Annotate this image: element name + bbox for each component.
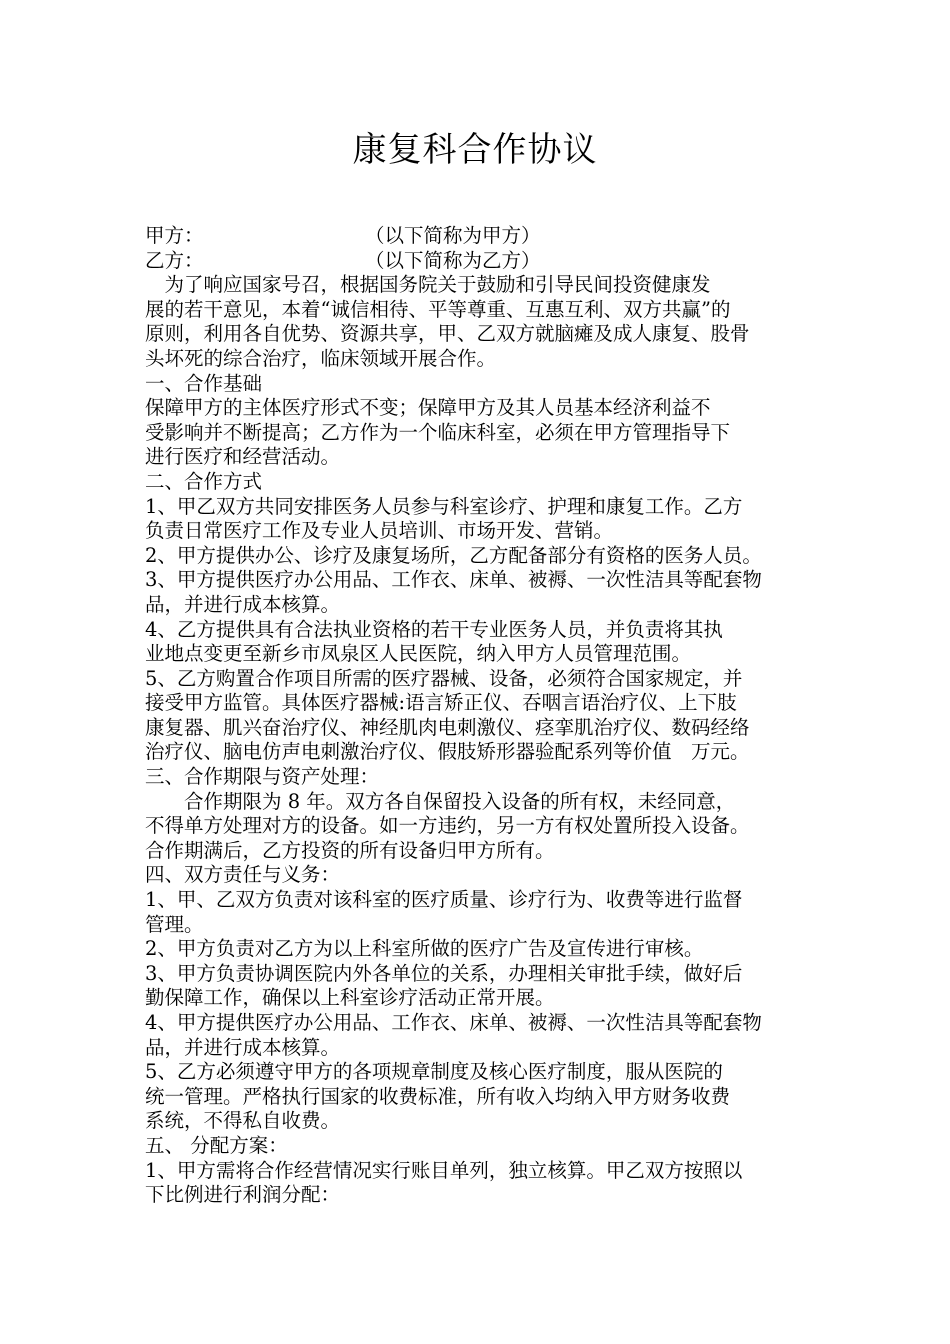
text-line: 2、甲方负责对乙方为以上科室所做的医疗广告及宣传进行审核。 xyxy=(145,937,704,961)
text-line: 系统，不得私自收费。 xyxy=(145,1109,341,1133)
text-line: 负责日常医疗工作及专业人员培训、市场开发、营销。 xyxy=(145,519,614,543)
text-line: 接受甲方监管。具体医疗器械:语言矫正仪、吞咽言语治疗仪、上下肢 xyxy=(145,691,737,715)
text-line: 品，并进行成本核算。 xyxy=(145,1035,341,1059)
text-line: 管理。 xyxy=(145,912,204,936)
text-line: 头坏死的综合治疗，临床领域开展合作。 xyxy=(145,346,497,370)
text-line: 康复器、肌兴奋治疗仪、神经肌肉电刺激仪、痉挛肌治疗仪、数码经络 xyxy=(145,715,750,739)
text-line: 治疗仪、脑电仿声电刺激治疗仪、假肢矫形器验配系列等价值 万元。 xyxy=(145,740,750,764)
text-line: 二、合作方式 xyxy=(145,469,263,493)
party-b-label: 乙方： xyxy=(145,248,204,272)
text-line: 不得单方处理对方的设备。如一方违约，另一方有权处置所投入设备。 xyxy=(145,814,750,838)
text-line: 2、甲方提供办公、诊疗及康复场所，乙方配备部分有资格的医务人员。 xyxy=(145,543,762,567)
text-line: 1、甲、乙双方负责对该科室的医疗质量、诊疗行为、收费等进行监督 xyxy=(145,888,743,912)
text-line: 3、甲方负责协调医院内外各单位的关系，办理相关审批手续，做好后 xyxy=(145,961,743,985)
text-line: 一、合作基础 xyxy=(145,371,263,395)
text-line: 统一管理。严格执行国家的收费标准，所有收入均纳入甲方财务收费 xyxy=(145,1084,731,1108)
text-line: 三、合作期限与资产处理： xyxy=(145,765,380,789)
text-line: 原则，利用各自优势、资源共享，甲、乙双方就脑瘫及成人康复、股骨 xyxy=(145,322,750,346)
text-line: 5、乙方必须遵守甲方的各项规章制度及核心医疗制度，服从医院的 xyxy=(145,1060,723,1084)
text-line: 为了响应国家号召，根据国务院关于鼓励和引导民间投资健康发 xyxy=(145,273,711,297)
text-line: 保障甲方的主体医疗形式不变；保障甲方及其人员基本经济利益不 xyxy=(145,396,711,420)
text-line: 4、乙方提供具有合法执业资格的若干专业医务人员，并负责将其执 xyxy=(145,617,723,641)
text-line: 受影响并不断提高；乙方作为一个临床科室，必须在甲方管理指导下 xyxy=(145,420,731,444)
text-line: 四、双方责任与义务： xyxy=(145,863,341,887)
document-body xyxy=(145,224,825,1208)
text-line: 品，并进行成本核算。 xyxy=(145,592,341,616)
text-line: 1、甲方需将合作经营情况实行账目单列，独立核算。甲乙双方按照以 xyxy=(145,1158,743,1182)
text-line: 合作期限为 8 年。双方各自保留投入设备的所有权，未经同意， xyxy=(145,789,736,813)
text-line: 5、乙方购置合作项目所需的医疗器械、设备，必须符合国家规定，并 xyxy=(145,666,743,690)
party-b-note: （以下简称为乙方） xyxy=(365,248,541,272)
text-line: 3、甲方提供医疗办公用品、工作衣、床单、被褥、一次性洁具等配套物 xyxy=(145,568,762,592)
text-line: 进行医疗和经营活动。 xyxy=(145,445,341,469)
party-a-label: 甲方： xyxy=(145,224,204,247)
party-a-line xyxy=(145,224,825,249)
party-a-note: （以下简称为甲方） xyxy=(365,224,541,247)
document-title: 康复科合作协议 xyxy=(352,130,598,170)
text-line: 勤保障工作，确保以上科室诊疗活动正常开展。 xyxy=(145,986,555,1010)
text-line: 下比例进行利润分配： xyxy=(145,1183,341,1207)
text-lines xyxy=(145,273,825,1208)
text-line: 展的若干意见，本着“诚信相待、平等尊重、互惠互利、双方共赢”的 xyxy=(145,297,731,321)
text-line: 1、甲乙双方共同安排医务人员参与科室诊疗、护理和康复工作。乙方 xyxy=(145,494,743,518)
text-line: 业地点变更至新乡市凤泉区人民医院，纳入甲方人员管理范围。 xyxy=(145,642,692,666)
text-line: 4、甲方提供医疗办公用品、工作衣、床单、被褥、一次性洁具等配套物 xyxy=(145,1011,762,1034)
text-line: 合作期满后，乙方投资的所有设备归甲方所有。 xyxy=(145,838,555,862)
text-line: 五、 分配方案： xyxy=(145,1133,288,1157)
party-b-line xyxy=(145,249,825,274)
